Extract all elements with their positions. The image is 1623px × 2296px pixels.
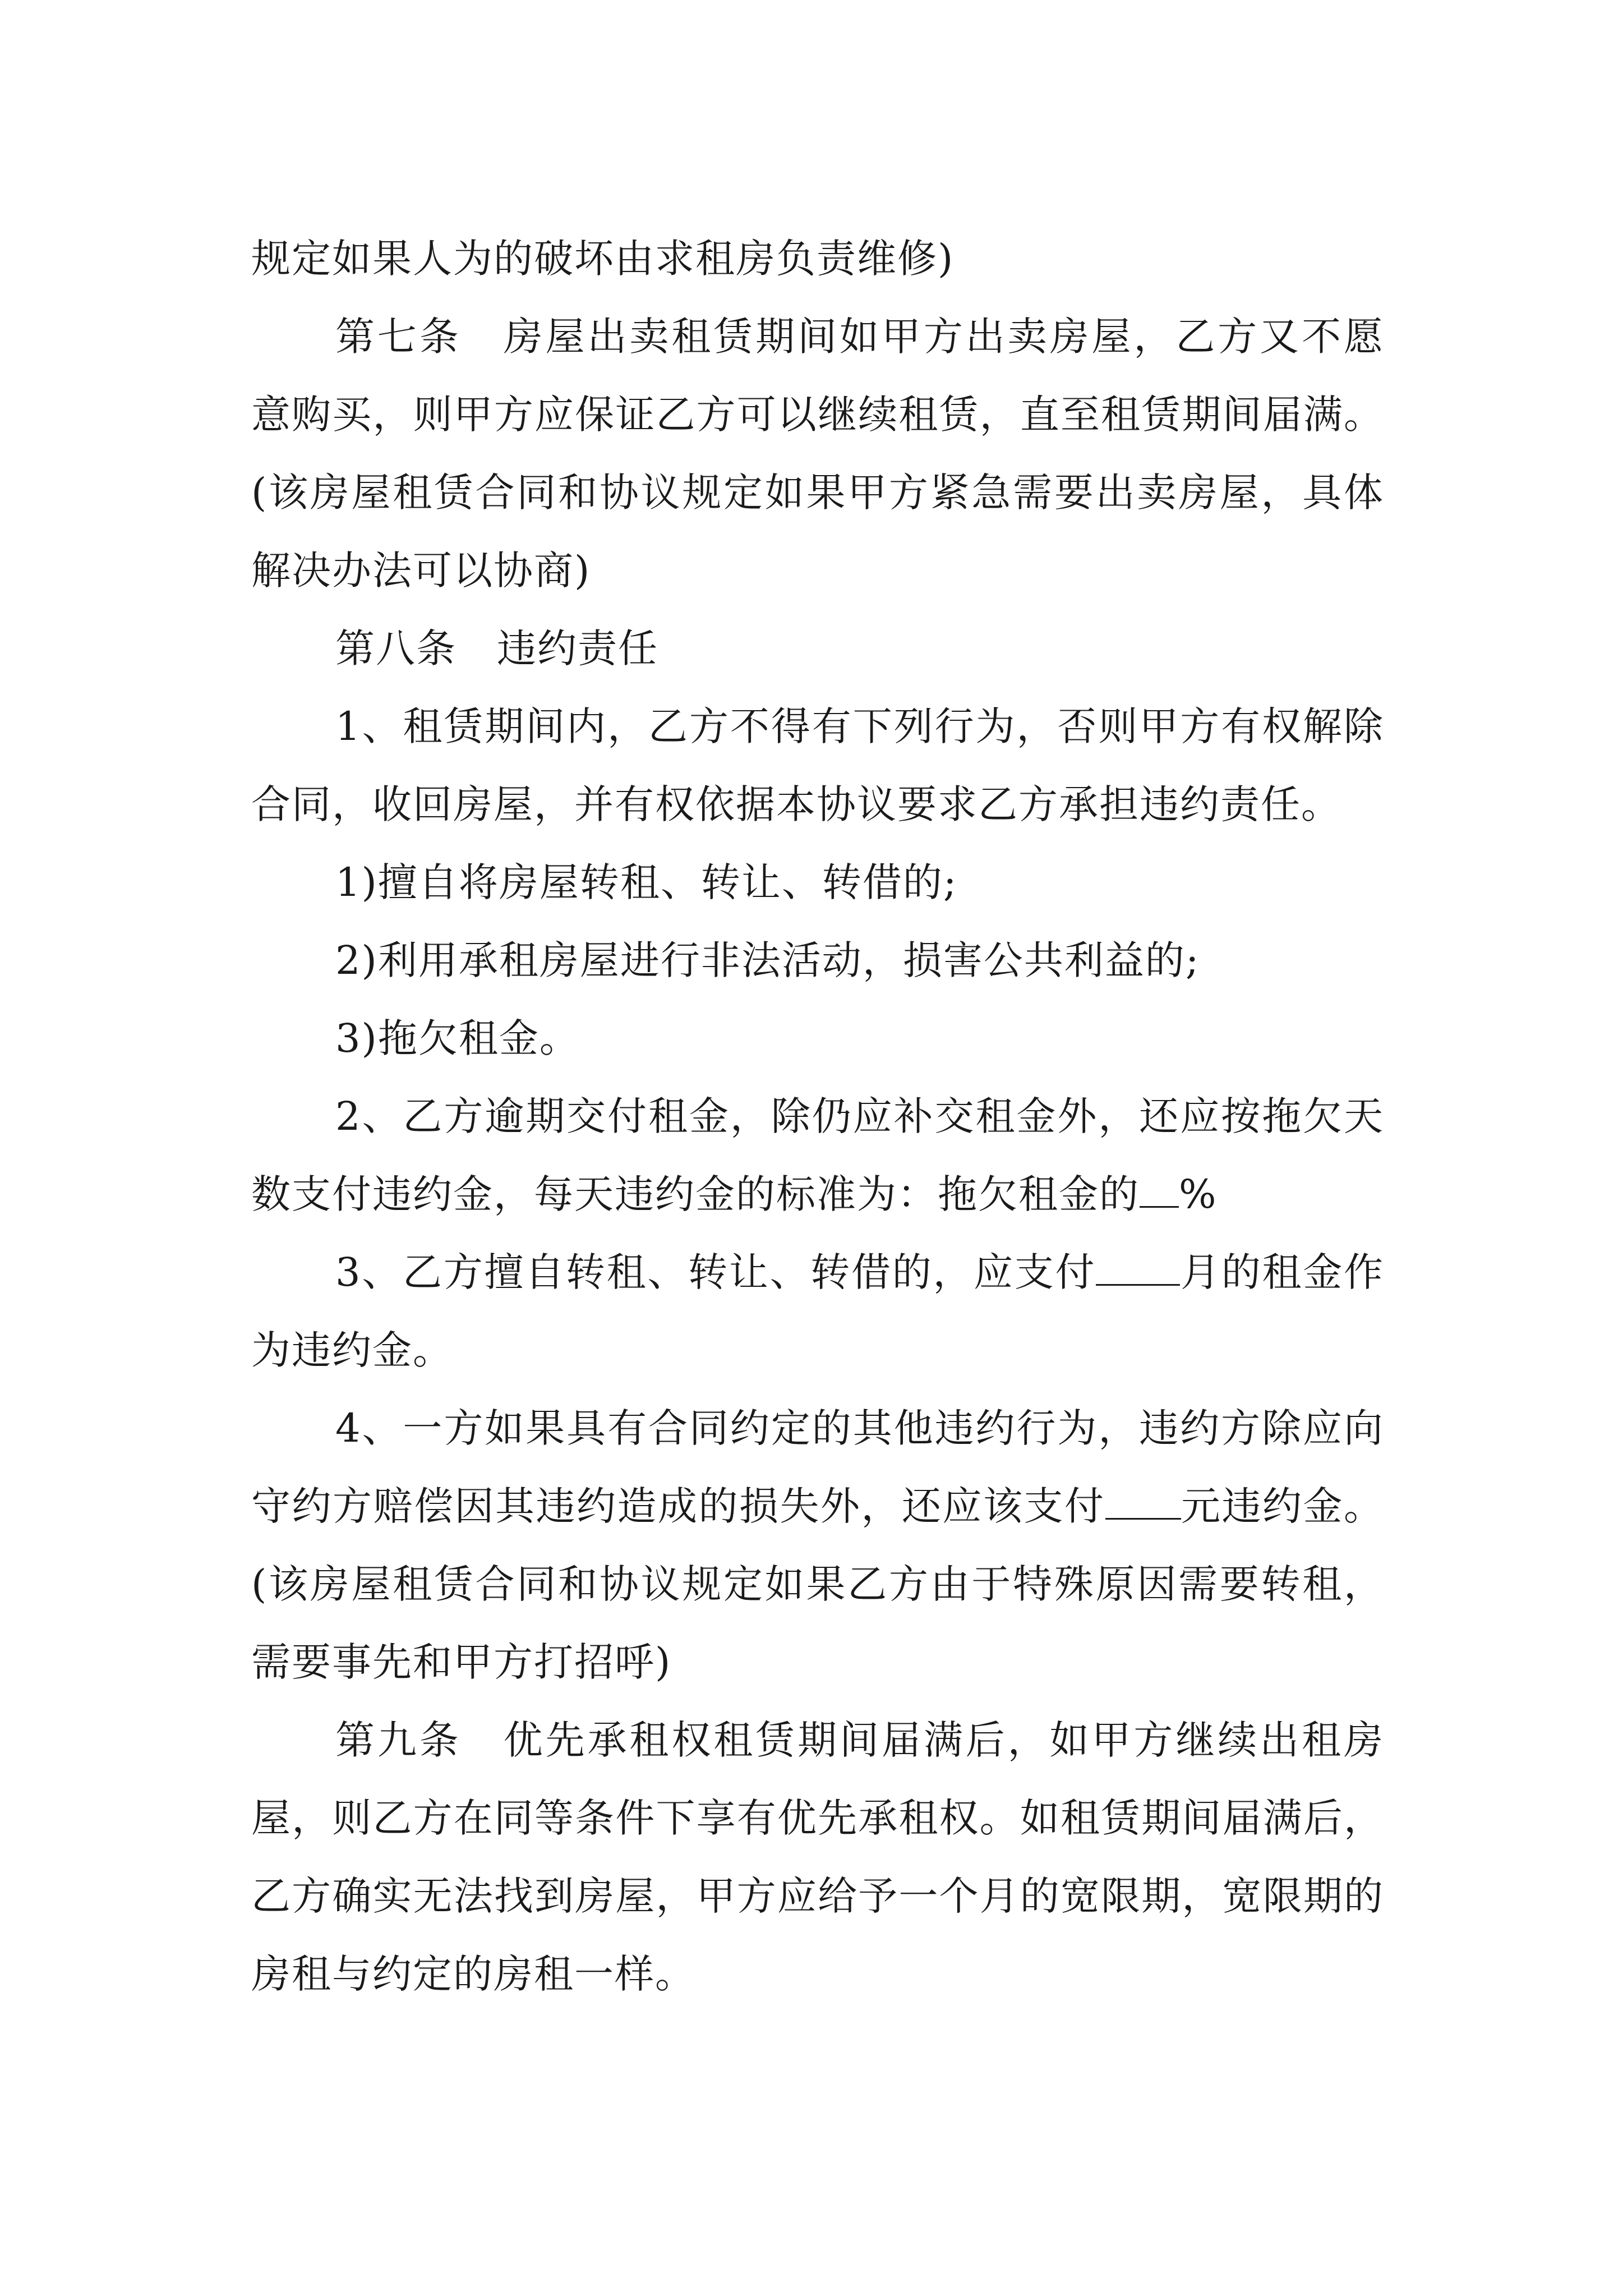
- clause-2-unit: %: [1179, 1171, 1218, 1217]
- paragraph-clause-3: [251, 1234, 1384, 1389]
- paragraph-article-7: 第七条 房屋出卖租赁期间如甲方出卖房屋，乙方又不愿意购买，则甲方应保证乙方可以继续租赁，直至租赁期间届满。(该房屋租赁合同和协议规定如果甲方紧急需要出卖房屋，具体解决办法可以协商): [251, 314, 1384, 593]
- paragraph-clause-2: [251, 1078, 1384, 1234]
- document-body: [251, 220, 1384, 2013]
- paragraph-item-3: 3)拖欠租金。: [335, 1015, 580, 1061]
- paragraph-item-1: 1)擅自将房屋转租、转让、转借的;: [335, 859, 958, 905]
- blank-line: [1105, 1482, 1181, 1520]
- blank-line: [1140, 1170, 1179, 1208]
- paragraph-continuation: 规定如果人为的破坏由求租房负责维修): [251, 236, 955, 282]
- paragraph-clause-1: 1、租赁期间内，乙方不得有下列行为，否则甲方有权解除合同，收回房屋，并有权依据本协议要求乙方承担违约责任。: [251, 703, 1384, 827]
- paragraph-clause-4: [251, 1389, 1384, 1701]
- clause-2-text: 2、乙方逾期交付租金，除仍应补交租金外，还应按拖欠天数支付违约金，每天违约金的标准为：拖欠租金的: [251, 1093, 1384, 1217]
- clause-4-text-end: 元违约金。(该房屋租赁合同和协议规定如果乙方由于特殊原因需要转租，需要事先和甲方打招呼): [251, 1483, 1384, 1685]
- paragraph-article-8-heading: 第八条 违约责任: [335, 625, 658, 671]
- paragraph-item-2: 2)利用承租房屋进行非法活动，损害公共利益的;: [335, 937, 1200, 983]
- clause-3-text-end: 月的租金作为违约金。: [251, 1249, 1384, 1373]
- clause-4-text: 4、一方如果具有合同约定的其他违约行为，违约方除应向守约方赔偿因其违约造成的损失外，还应该支付: [251, 1405, 1384, 1529]
- paragraph-article-9: 第九条 优先承租权租赁期间届满后，如甲方继续出租房屋，则乙方在同等条件下享有优先承租权。如租赁期间届满后，乙方确实无法找到房屋，甲方应给予一个月的宽限期，宽限期的房租与约定的房租一样。: [251, 1717, 1384, 1997]
- clause-3-text: 3、乙方擅自转租、转让、转借的，应支付: [335, 1249, 1096, 1295]
- blank-line: [1096, 1248, 1180, 1286]
